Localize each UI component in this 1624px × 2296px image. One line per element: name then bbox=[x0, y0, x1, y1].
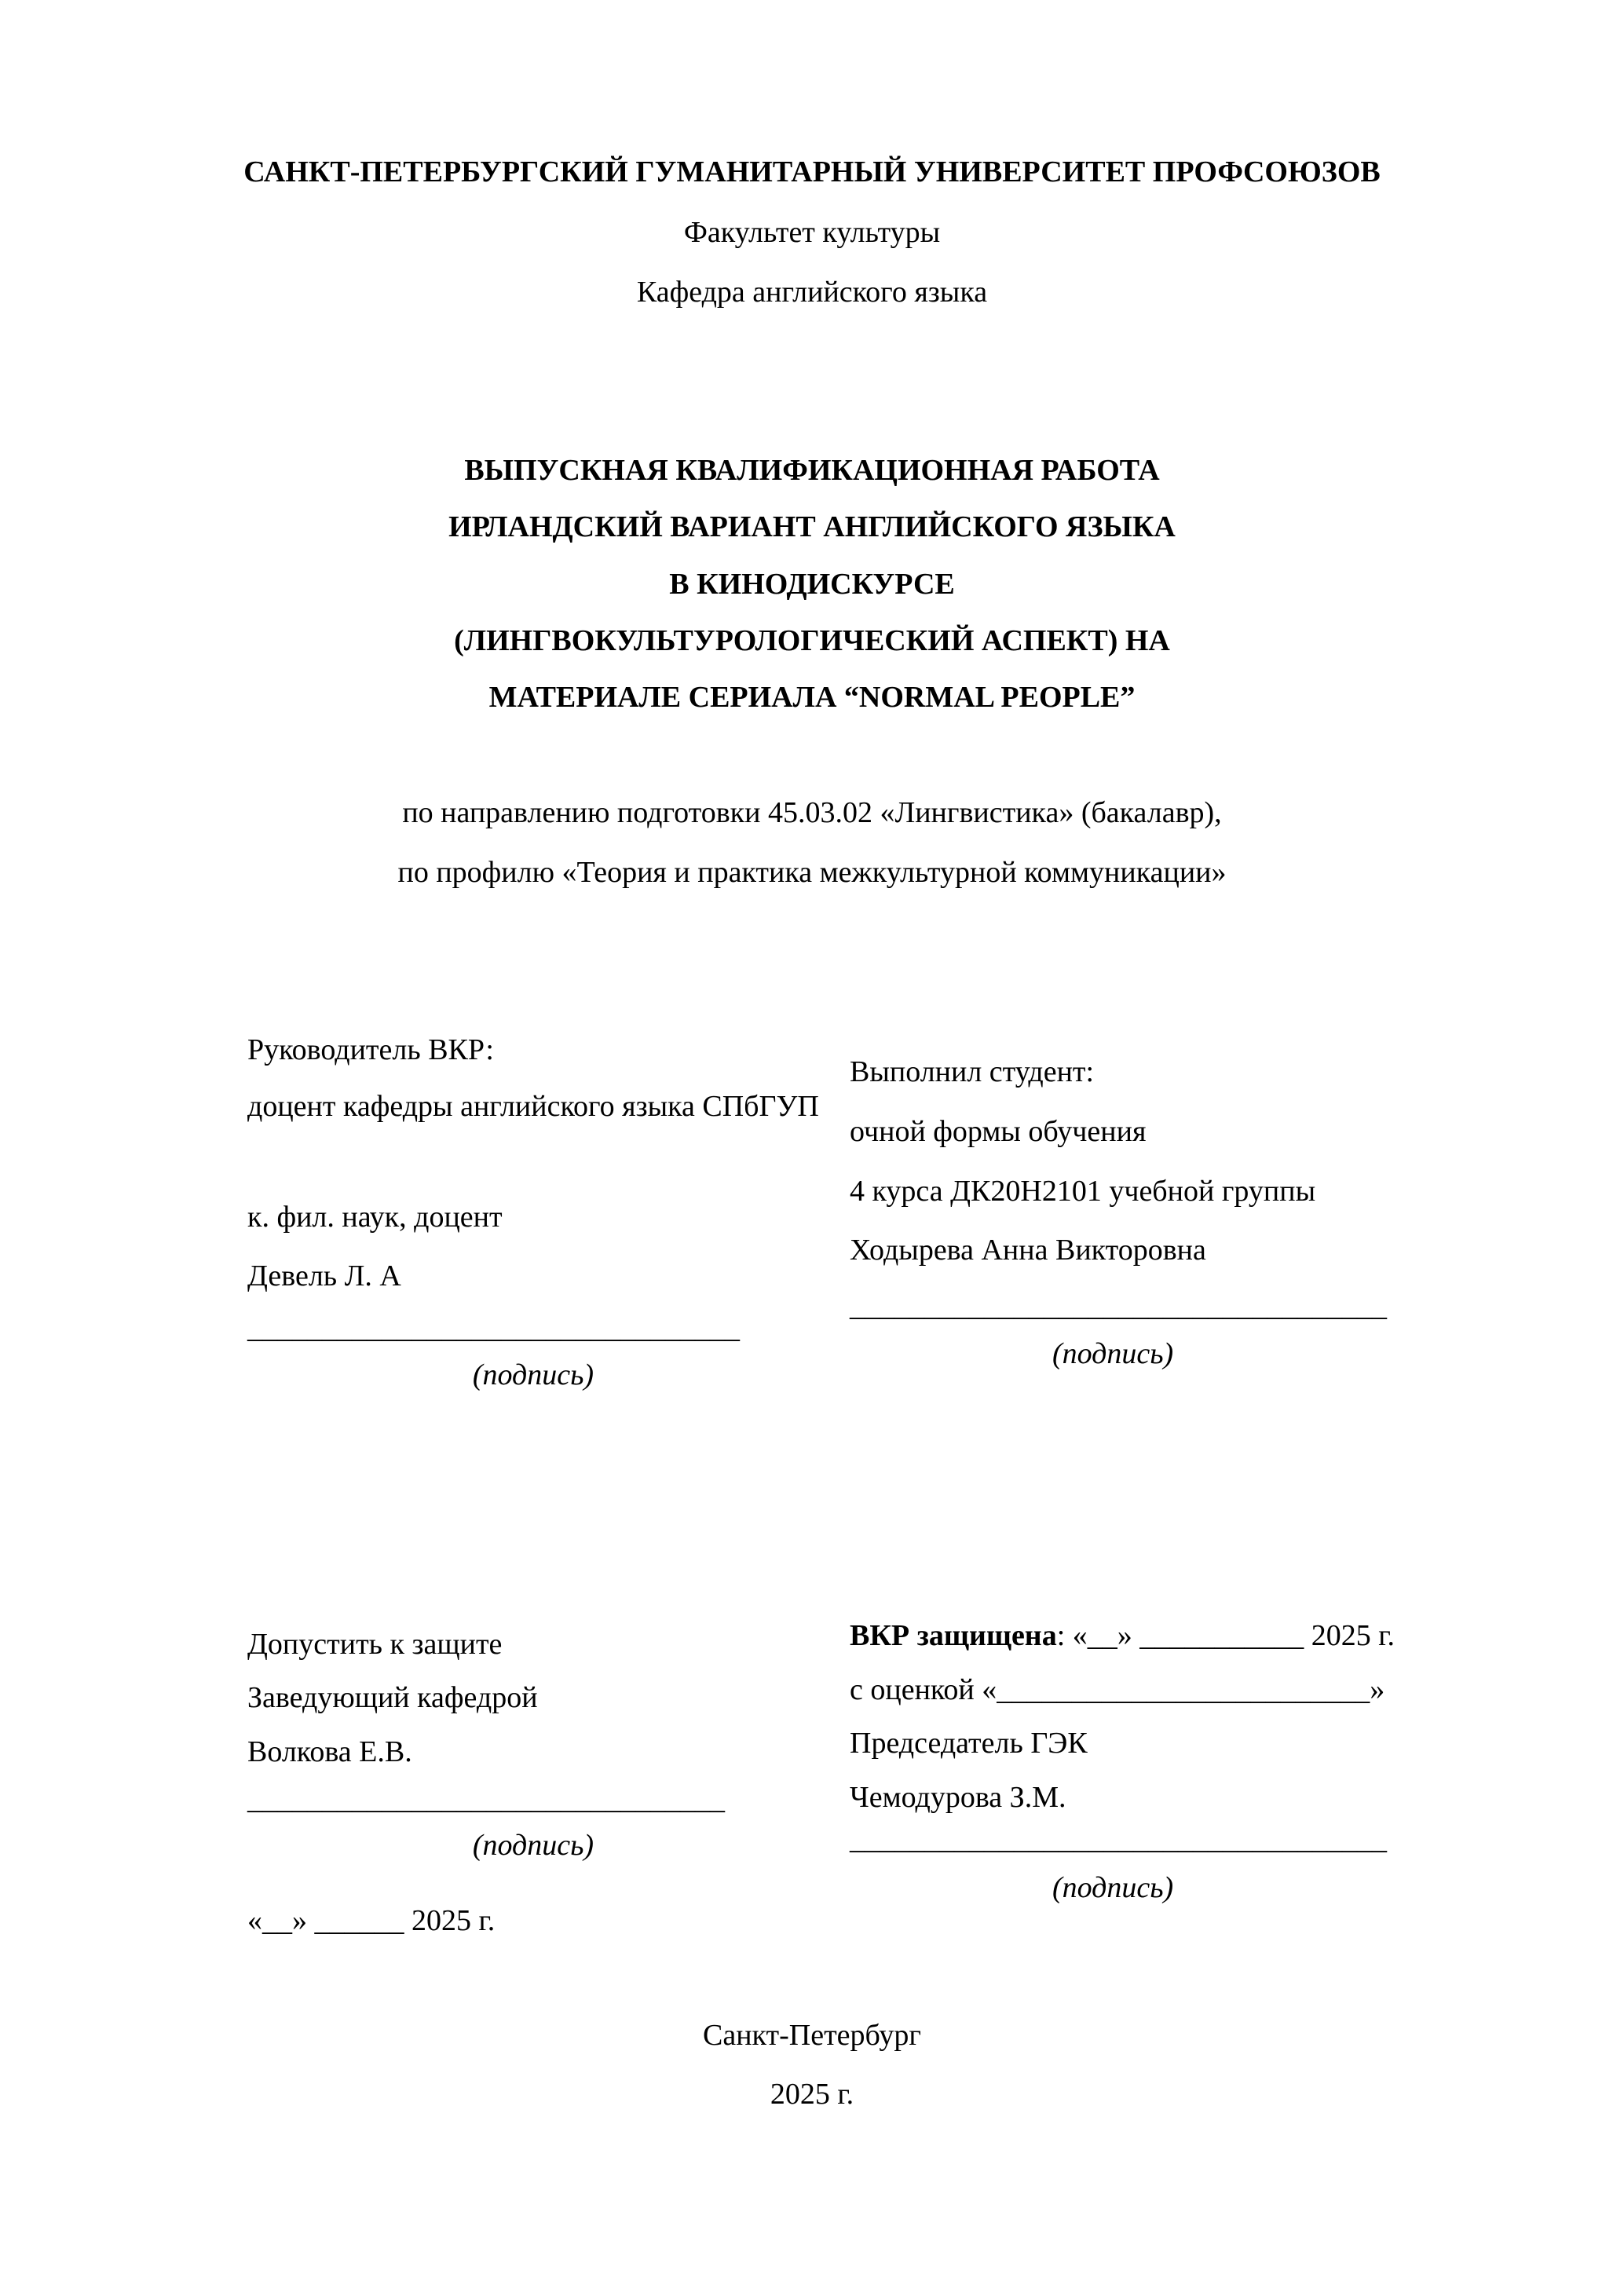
work-type-title: ВЫПУСКНАЯ КВАЛИФИКАЦИОННАЯ РАБОТА bbox=[464, 454, 1160, 487]
admission-date: «__» ______ 2025 г. bbox=[247, 1904, 496, 1937]
student-signature-line: ____________________________________ bbox=[850, 1289, 1387, 1322]
study-direction: по направлению подготовки 45.03.02 «Лингвистика» (бакалавр), bbox=[402, 796, 1222, 829]
admission-signature-label: (подпись) bbox=[472, 1829, 594, 1862]
year: 2025 г. bbox=[770, 2078, 854, 2111]
admission-signature-line: ________________________________ bbox=[247, 1782, 725, 1815]
study-profile: по профилю «Теория и практика межкультурной коммуникации» bbox=[397, 856, 1227, 889]
student-name: Ходырева Анна Викторовна bbox=[850, 1234, 1206, 1267]
supervisor-heading: Руководитель ВКР: bbox=[247, 1033, 494, 1066]
supervisor-signature-line: _________________________________ bbox=[247, 1311, 740, 1344]
student-heading: Выполнил студент: bbox=[850, 1055, 1095, 1088]
commission-chair-name: Чемодурова З.М. bbox=[850, 1781, 1066, 1814]
department-name: Кафедра английского языка bbox=[636, 276, 988, 309]
student-signature-label: (подпись) bbox=[1052, 1337, 1174, 1370]
work-title-line-3: (ЛИНГВОКУЛЬТУРОЛОГИЧЕСКИЙ АСПЕКТ) НА bbox=[454, 624, 1170, 657]
commission-chair-title: Председатель ГЭК bbox=[850, 1727, 1088, 1760]
university-name: САНКТ-ПЕТЕРБУРГСКИЙ ГУМАНИТАРНЫЙ УНИВЕРСИТЕТ ПРОФСОЮЗОВ bbox=[243, 155, 1381, 188]
supervisor-name: Девель Л. А bbox=[247, 1260, 401, 1292]
work-title-line-1: ИРЛАНДСКИЙ ВАРИАНТ АНГЛИЙСКОГО ЯЗЫКА bbox=[448, 510, 1176, 543]
city: Санкт-Петербург bbox=[702, 2019, 922, 2052]
defense-signature-label: (подпись) bbox=[1052, 1871, 1174, 1904]
supervisor-position: доцент кафедры английского языка СПбГУП bbox=[247, 1090, 819, 1123]
head-of-department-title: Заведующий кафедрой bbox=[247, 1681, 538, 1714]
supervisor-signature-label: (подпись) bbox=[472, 1358, 594, 1391]
defense-signature-line: ____________________________________ bbox=[850, 1823, 1387, 1855]
admission-label: Допустить к защите bbox=[247, 1628, 503, 1661]
defense-grade: с оценкой «_________________________» bbox=[850, 1673, 1385, 1706]
work-title-line-2: В КИНОДИСКУРСЕ bbox=[669, 568, 955, 601]
student-study-form: очной формы обучения bbox=[850, 1115, 1147, 1148]
head-of-department-name: Волкова Е.В. bbox=[247, 1735, 412, 1768]
faculty-name: Факультет культуры bbox=[683, 216, 941, 249]
defense-status bbox=[850, 1621, 1395, 1651]
work-title-line-4: МАТЕРИАЛЕ СЕРИАЛА “NORMAL PEOPLE” bbox=[488, 681, 1136, 714]
student-group: 4 курса ДК20Н2101 учебной группы bbox=[850, 1175, 1316, 1208]
defense-date: : «__» ___________ 2025 г. bbox=[1056, 1619, 1395, 1652]
supervisor-degree: к. фил. наук, доцент bbox=[247, 1201, 503, 1234]
defense-label: ВКР защищена bbox=[850, 1619, 1057, 1652]
